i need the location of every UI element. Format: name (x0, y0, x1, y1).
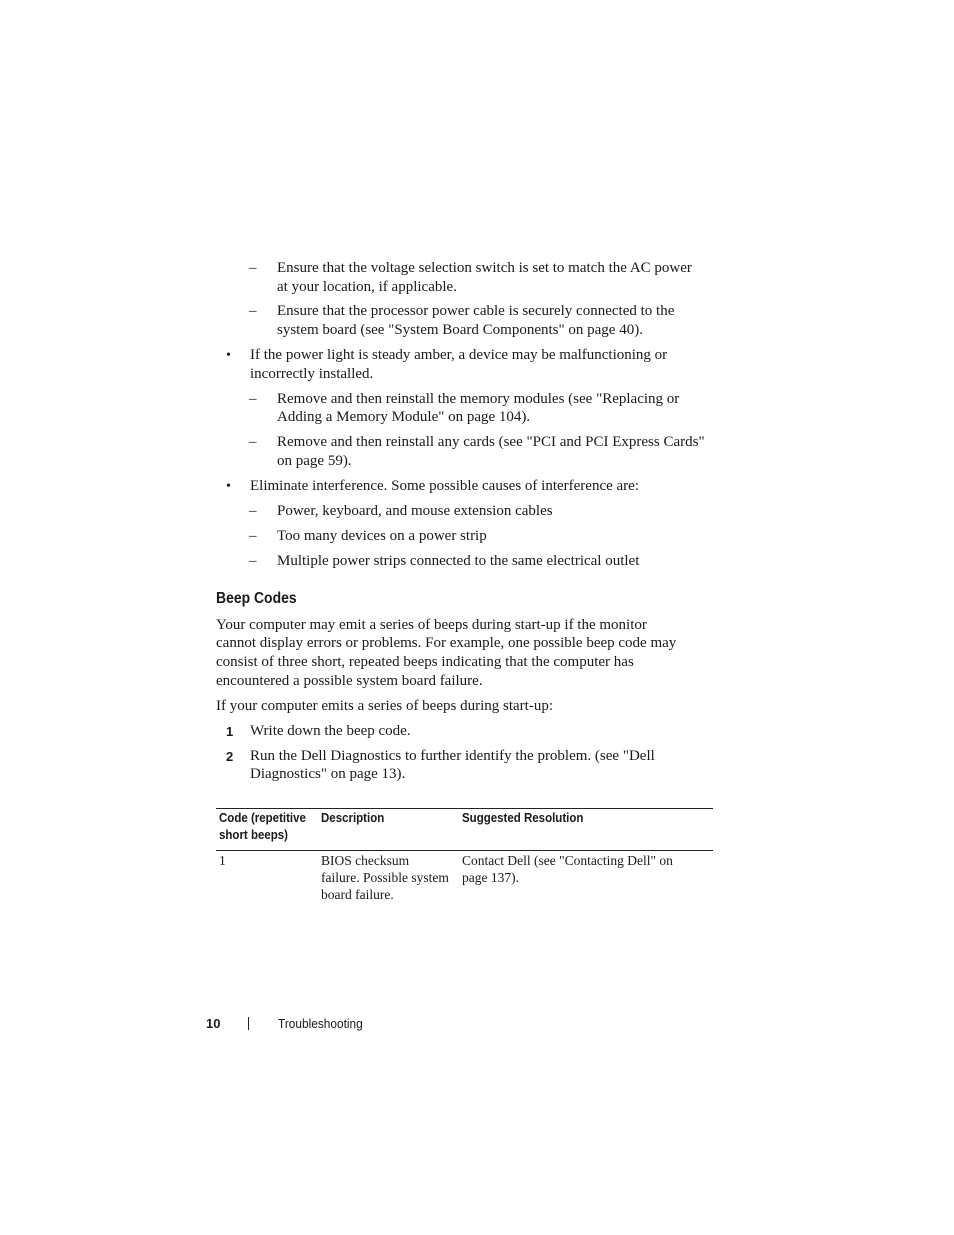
table-header-rule (216, 850, 713, 851)
step-text: Diagnostics" on page 13). (250, 766, 406, 782)
list-item-text: Remove and then reinstall the memory modules (see "Replacing or (277, 391, 680, 407)
list-item-text: Power, keyboard, and mouse extension cables (277, 503, 553, 519)
list-dash: – (249, 434, 257, 450)
list-dash: – (249, 528, 257, 544)
step-number: 2 (226, 749, 234, 764)
list-item-text: at your location, if applicable. (277, 279, 457, 295)
list-item-text: Ensure that the voltage selection switch is set to match the AC power (277, 260, 692, 276)
list-item-text: If the power light is steady amber, a device may be malfunctioning or (250, 347, 668, 363)
list-dash: – (249, 303, 257, 319)
list-item-text: Multiple power strips connected to the same electrical outlet (277, 553, 640, 569)
table-header-code: Code (repetitive (219, 811, 306, 825)
list-item-text: Remove and then reinstall any cards (see "PCI and PCI Express Cards" (277, 434, 705, 450)
list-item-text: incorrectly installed. (250, 366, 374, 382)
footer-separator (248, 1017, 249, 1030)
list-dash: – (249, 260, 257, 276)
list-item-text: on page 59). (277, 453, 352, 469)
list-bullet: • (226, 479, 231, 494)
section-heading: Beep Codes (216, 590, 297, 607)
paragraph-line: consist of three short, repeated beeps indicating that the computer has (216, 654, 634, 670)
list-item-text: Eliminate interference. Some possible causes of interference are: (250, 478, 639, 494)
list-item-text: Ensure that the processor power cable is securely connected to the (277, 303, 675, 319)
paragraph-line: encountered a possible system board failure. (216, 673, 483, 689)
table-header-code: short beeps) (219, 828, 289, 842)
list-dash: – (249, 553, 257, 569)
page-number: 10 (206, 1016, 221, 1031)
table-cell-description: failure. Possible system (321, 870, 449, 885)
list-dash: – (249, 503, 257, 519)
table-header-resolution: Suggested Resolution (462, 811, 584, 825)
step-text: Write down the beep code. (250, 723, 411, 739)
table-cell-description: BIOS checksum (321, 853, 410, 868)
table-cell-description: board failure. (321, 887, 394, 902)
table-top-rule (216, 808, 713, 809)
list-item-text: Adding a Memory Module" on page 104). (277, 409, 531, 425)
table-cell-code: 1 (219, 853, 226, 868)
paragraph-line: Your computer may emit a series of beeps during start-up if the monitor (216, 617, 647, 633)
list-item-text: Too many devices on a power strip (277, 528, 487, 544)
paragraph-line: If your computer emits a series of beeps during start-up: (216, 698, 553, 714)
table-cell-resolution: page 137). (462, 870, 519, 885)
list-item-text: system board (see "System Board Components" on page 40). (277, 322, 643, 338)
list-bullet: • (226, 348, 231, 363)
step-text: Run the Dell Diagnostics to further identify the problem. (see "Dell (250, 748, 655, 764)
chapter-title: Troubleshooting (278, 1017, 363, 1031)
table-header-description: Description (321, 811, 385, 825)
paragraph-line: cannot display errors or problems. For example, one possible beep code may (216, 635, 677, 651)
list-dash: – (249, 391, 257, 407)
table-cell-resolution: Contact Dell (see "Contacting Dell" on (462, 853, 673, 868)
step-number: 1 (226, 724, 234, 739)
